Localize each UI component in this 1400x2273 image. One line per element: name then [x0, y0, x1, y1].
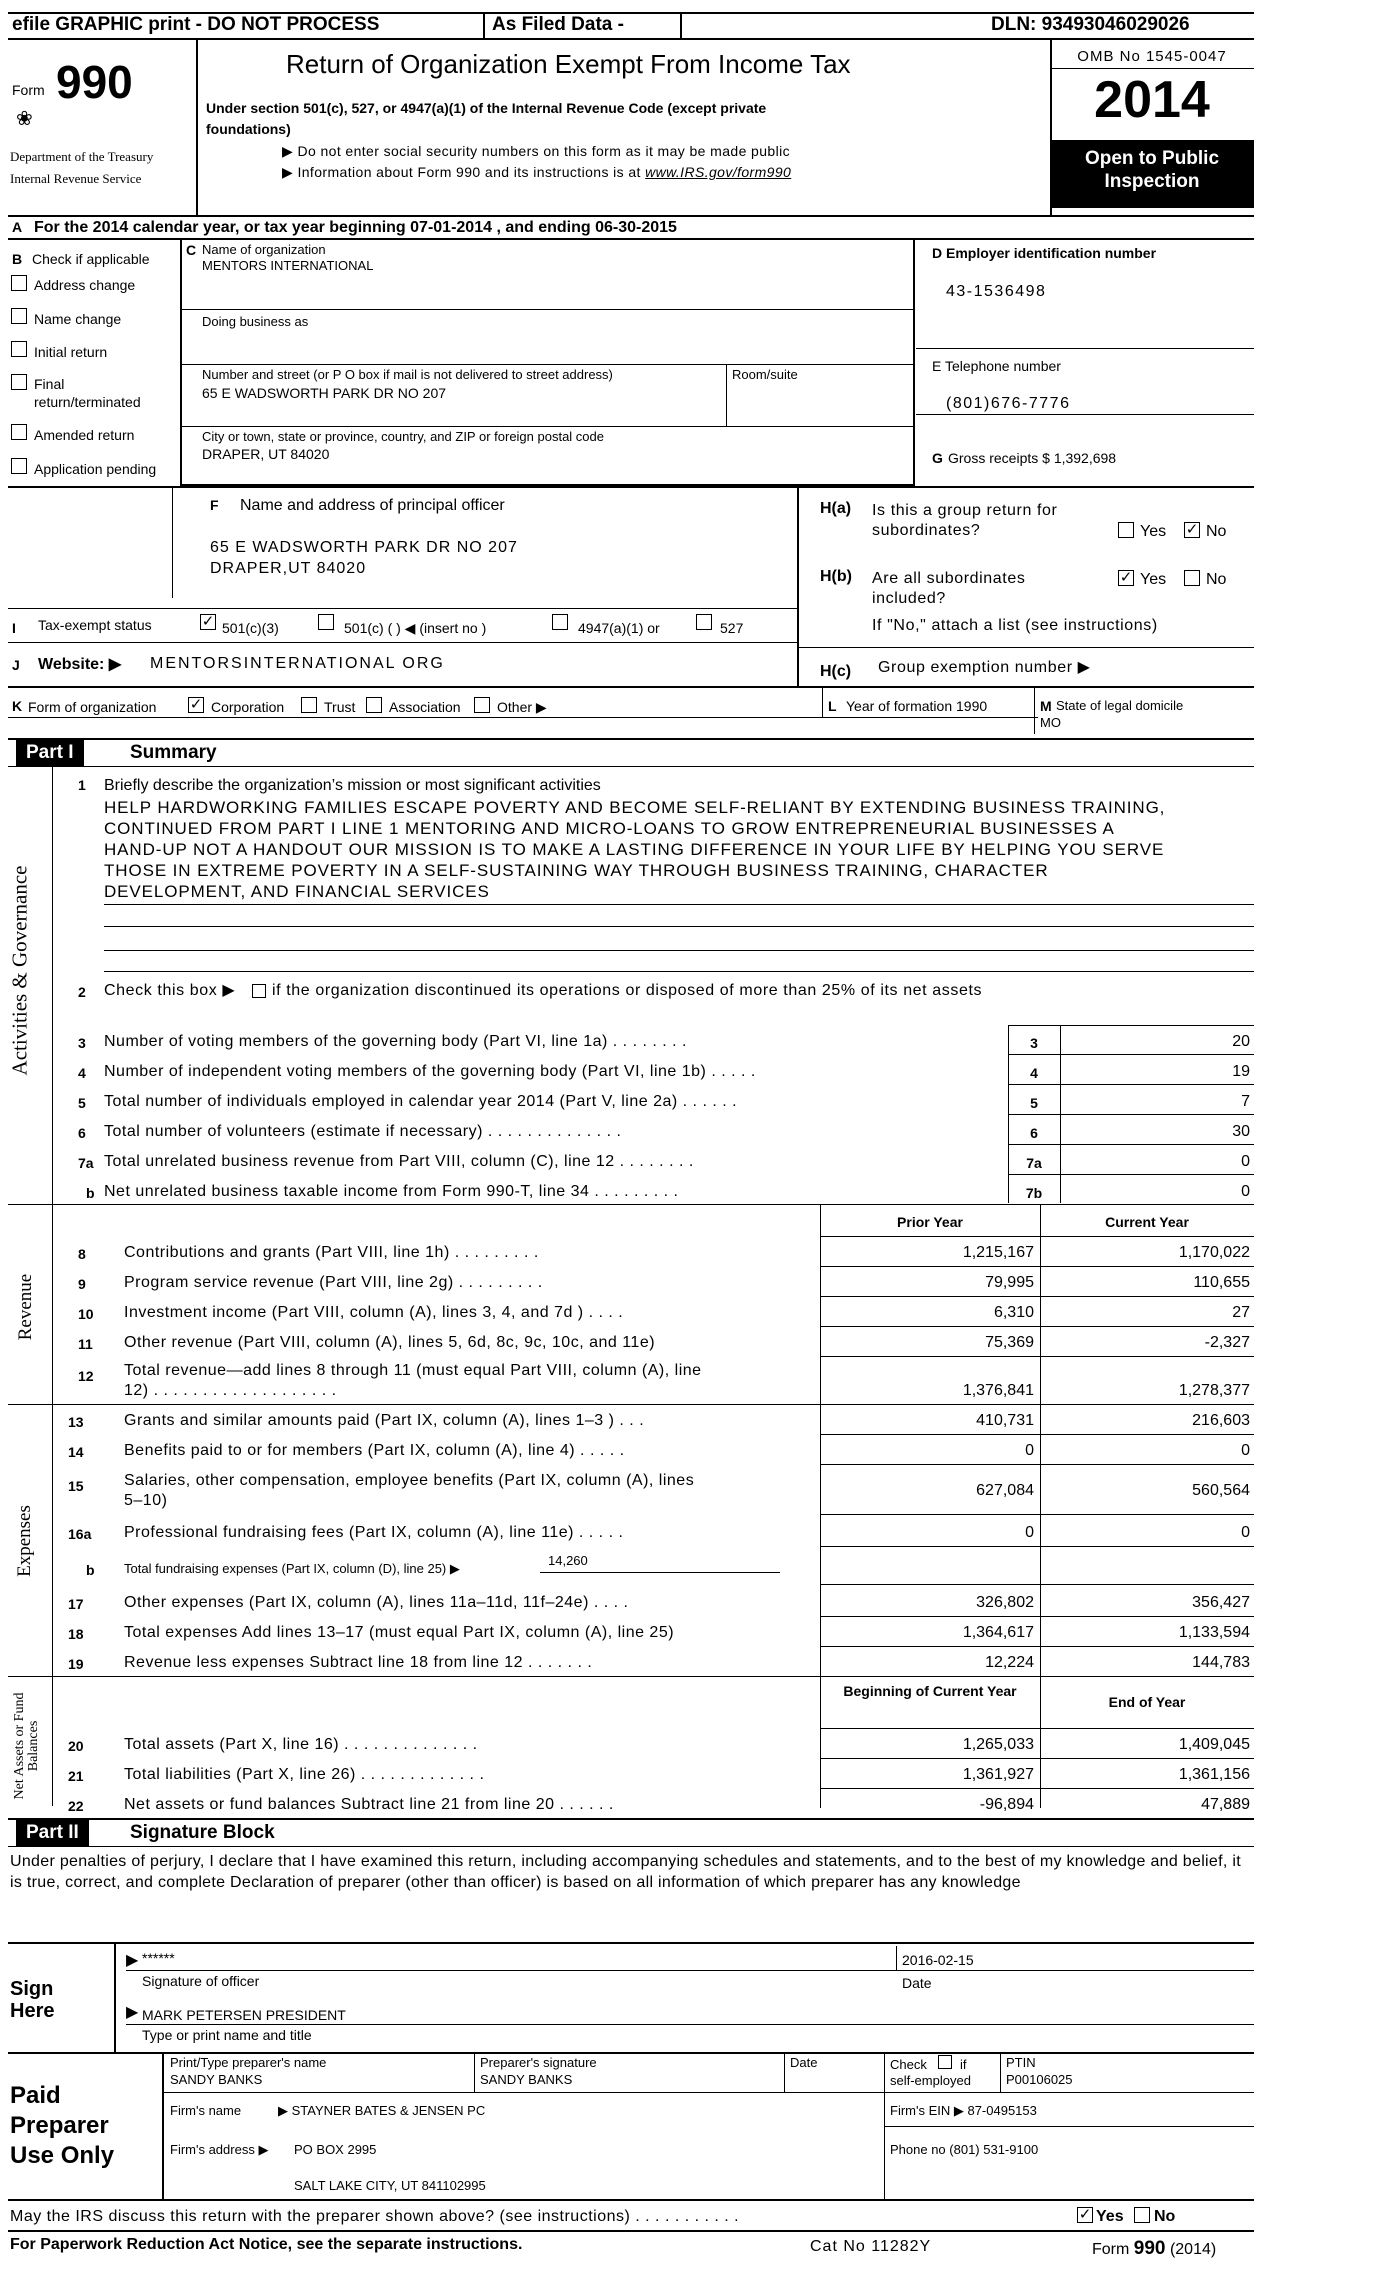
part2-title: Signature Block — [130, 1822, 275, 1843]
paperwork-notice: For Paperwork Reduction Act Notice, see the separate instructions. — [10, 2236, 523, 2253]
side-expenses: Expenses — [14, 1505, 35, 1577]
line22-current: 47,889 — [1201, 1796, 1250, 1813]
line13-prior: 410,731 — [976, 1412, 1034, 1429]
association-label: Association — [389, 699, 461, 715]
line9-num: 9 — [78, 1276, 86, 1292]
trust-checkbox[interactable] — [301, 697, 317, 713]
officer-name-title: MARK PETERSEN PRESIDENT — [142, 2007, 346, 2023]
side-activities: Activities & Governance — [7, 865, 32, 1076]
line13-num: 13 — [68, 1414, 84, 1430]
discuss-question: May the IRS discuss this return with the preparer shown above? (see instructions) . . . . . . . . . . . — [10, 2208, 740, 2225]
ha-question-1: Is this a group return for — [872, 502, 1058, 519]
signature-label: Signature of officer — [142, 1973, 260, 1989]
line10-prior: 6,310 — [993, 1304, 1034, 1321]
line7a-value: 0 — [1241, 1153, 1250, 1170]
line3-text: Number of voting members of the governing body (Part VI, line 1a) . . . . . . . . — [104, 1033, 687, 1050]
hb-question-2: included? — [872, 590, 946, 607]
trust-label: Trust — [324, 699, 356, 715]
line3-num: 3 — [78, 1035, 86, 1051]
open-public-1: Open to Public — [1084, 148, 1220, 169]
org-name-label: Name of organization — [202, 242, 326, 257]
line12-current: 1,278,377 — [1178, 1382, 1250, 1399]
line16a-prior: 0 — [1025, 1524, 1034, 1541]
amended-return-checkbox[interactable] — [11, 424, 27, 440]
phone-value: (801)676-7776 — [946, 395, 1071, 412]
initial-return-checkbox[interactable] — [11, 341, 27, 357]
line18-num: 18 — [68, 1626, 84, 1642]
discontinued-checkbox[interactable] — [252, 984, 266, 998]
city-label: City or town, state or province, country, and ZIP or foreign postal code — [202, 429, 604, 444]
filed-banner: As Filed Data - — [492, 14, 624, 35]
line3-value: 20 — [1232, 1033, 1250, 1050]
sec-d-label: D Employer identification number — [932, 245, 1157, 261]
firm-name-label: Firm's name — [170, 2103, 242, 2118]
hc-text: Group exemption number ▶ — [878, 659, 1091, 676]
line17-prior: 326,802 — [976, 1594, 1034, 1611]
dln: DLN: 93493046029026 — [991, 14, 1190, 35]
line7a-text: Total unrelated business revenue from Part VIII, column (C), line 12 . . . . . . . . — [104, 1153, 694, 1170]
line15-text-1: Salaries, other compensation, employee benefits (Part IX, column (A), lines — [124, 1472, 695, 1489]
line11-current: -2,327 — [1204, 1334, 1250, 1351]
line4-text: Number of independent voting members of the governing body (Part VI, line 1b) . . . . . — [104, 1063, 756, 1080]
line16b-value: 14,260 — [548, 1553, 588, 1568]
catalog-number: Cat No 11282Y — [810, 2238, 932, 2255]
line19-prior: 12,224 — [985, 1654, 1034, 1671]
ha-no-label: No — [1206, 523, 1227, 540]
line16b-text: Total fundraising expenses (Part IX, column (D), line 25) ▶ — [124, 1561, 460, 1576]
line12-num: 12 — [78, 1368, 94, 1384]
sec-l-label: L — [828, 698, 837, 714]
date-label: Date — [902, 1975, 932, 1991]
line5-num: 5 — [78, 1095, 86, 1111]
hc-label: H(c) — [820, 663, 852, 680]
preparer-label-2: Preparer — [10, 2112, 109, 2139]
side-revenue: Revenue — [15, 1273, 36, 1341]
line12-text-1: Total revenue—add lines 8 through 11 (must equal Part VIII, column (A), line — [124, 1362, 702, 1379]
preparer-name-label: Print/Type preparer's name — [170, 2055, 327, 2070]
line4-num: 4 — [78, 1065, 86, 1081]
line7a-box: 7a — [1026, 1155, 1042, 1171]
preparer-signature[interactable]: SANDY BANKS — [480, 2072, 573, 2087]
ptin-value: P00106025 — [1006, 2072, 1073, 2087]
mission-line-4: THOSE IN EXTREME POVERTY IN A SELF-SUSTAINING WAY THROUGH BUSINESS TRAINING, CHARACTER — [104, 861, 1049, 880]
association-checkbox[interactable] — [366, 697, 382, 713]
line7a-num: 7a — [78, 1155, 94, 1171]
line16b-num: b — [86, 1562, 95, 1578]
line7b-box: 7b — [1025, 1185, 1043, 1201]
line2-text-b: if the organization discontinued its operations or disposed of more than 25% of its net assets — [272, 982, 983, 999]
line9-text: Program service revenue (Part VIII, line 2g) . . . . . . . . . — [124, 1274, 543, 1291]
line14-prior: 0 — [1025, 1442, 1034, 1459]
line2-num: 2 — [78, 984, 86, 1000]
current-year-header: Current Year — [1105, 1214, 1189, 1230]
other-checkbox[interactable] — [474, 697, 490, 713]
part2-tag: Part II — [16, 1820, 89, 1846]
ha-no-checkbox[interactable]: ✓ — [1185, 521, 1199, 538]
domicile-state: MO — [1040, 715, 1061, 730]
application-pending-checkbox[interactable] — [11, 458, 27, 474]
sec-b-title: Check if applicable — [32, 251, 150, 267]
line6-box: 6 — [1030, 1125, 1038, 1141]
line9-prior: 79,995 — [985, 1274, 1034, 1291]
line18-prior: 1,364,617 — [962, 1624, 1034, 1641]
ha-yes-checkbox[interactable] — [1118, 522, 1134, 538]
discuss-yes-label: Yes — [1096, 2208, 1124, 2225]
firm-address-2: SALT LAKE CITY, UT 841102995 — [294, 2178, 486, 2193]
firm-address-label: Firm's address ▶ — [170, 2142, 269, 2157]
form-title: Return of Organization Exempt From Income Tax — [286, 49, 851, 79]
eoy-header: End of Year — [1108, 1694, 1186, 1710]
mission-line-3: HAND-UP NOT A HANDOUT OUR MISSION IS TO MAKE A LASTING DIFFERENCE IN YOUR LIFE BY HELPING YOU SERVE — [104, 840, 1165, 859]
officer-addr-2: DRAPER,UT 84020 — [210, 560, 367, 577]
dba-label: Doing business as — [202, 314, 309, 329]
527-checkbox[interactable] — [696, 614, 712, 630]
prior-year-header: Prior Year — [897, 1214, 963, 1230]
info-note: ▶ Information about Form 990 and its instructions is at www.IRS.gov/form990 — [282, 164, 792, 180]
row-a-label: A — [12, 219, 23, 235]
street-address: 65 E WADSWORTH PARK DR NO 207 — [202, 385, 447, 401]
sec-c-label: C — [186, 242, 197, 258]
officer-addr-1: 65 E WADSWORTH PARK DR NO 207 — [210, 539, 518, 556]
ptin-label: PTIN — [1006, 2055, 1036, 2070]
line11-prior: 75,369 — [985, 1334, 1034, 1351]
line4-box: 4 — [1030, 1065, 1038, 1081]
line19-current: 144,783 — [1192, 1654, 1250, 1671]
form-subtitle-1: Under section 501(c), 527, or 4947(a)(1) of the Internal Revenue Code (except private — [206, 100, 767, 116]
irs-name: Internal Revenue Service — [10, 171, 142, 186]
line21-num: 21 — [68, 1768, 84, 1784]
check-label: Check — [890, 2057, 927, 2072]
ha-label: H(a) — [820, 500, 852, 517]
line5-box: 5 — [1030, 1095, 1038, 1111]
side-net-assets: Net Assets or Fund Balances — [12, 1692, 41, 1800]
line22-text: Net assets or fund balances Subtract line 21 from line 20 . . . . . . — [124, 1796, 614, 1813]
footer-form: Form 990 (2014) — [1092, 2238, 1217, 2259]
form-word: Form — [12, 82, 45, 98]
title-arrow-icon: ▶ — [126, 2004, 139, 2021]
line19-text: Revenue less expenses Subtract line 18 from line 12 . . . . . . . — [124, 1654, 593, 1671]
irs-link[interactable]: www.IRS.gov/form990 — [645, 164, 792, 180]
name-change-label: Name change — [34, 311, 122, 327]
ha-yes-label: Yes — [1140, 523, 1167, 540]
line11-num: 11 — [78, 1336, 93, 1352]
domicile-label: State of legal domicile — [1056, 698, 1184, 713]
discuss-yes-checkbox[interactable]: ✓ — [1078, 2206, 1092, 2223]
line22-prior: -96,894 — [979, 1796, 1034, 1813]
firm-address-1: PO BOX 2995 — [294, 2142, 377, 2157]
line8-text: Contributions and grants (Part VIII, line 1h) . . . . . . . . . — [124, 1244, 539, 1261]
gross-label: G — [932, 450, 943, 466]
tax-year: 2014 — [1094, 71, 1210, 129]
sec-i-label: I — [12, 620, 16, 636]
501c-label: 501(c) ( ) ◀ (insert no ) — [344, 620, 487, 636]
efile-banner: efile GRAPHIC print - DO NOT PROCESS — [12, 14, 380, 35]
line22-num: 22 — [68, 1798, 84, 1814]
line10-current: 27 — [1232, 1304, 1250, 1321]
line14-num: 14 — [68, 1444, 84, 1460]
line3-box: 3 — [1030, 1035, 1038, 1051]
line7b-value: 0 — [1241, 1183, 1250, 1200]
line4-value: 19 — [1232, 1063, 1250, 1080]
line10-num: 10 — [78, 1306, 94, 1322]
line20-prior: 1,265,033 — [962, 1736, 1034, 1753]
line18-current: 1,133,594 — [1178, 1624, 1250, 1641]
signature-date: 2016-02-15 — [902, 1952, 974, 1968]
officer-label: Name and address of principal officer — [240, 497, 505, 514]
firm-ein: Firm's EIN ▶ 87-0495153 — [890, 2103, 1037, 2118]
line6-value: 30 — [1232, 1123, 1250, 1140]
final-return-label: return/terminated — [34, 394, 141, 410]
address-change-checkbox[interactable] — [11, 275, 27, 291]
line5-value: 7 — [1241, 1093, 1250, 1110]
name-change-checkbox[interactable] — [11, 308, 27, 324]
line17-current: 356,427 — [1192, 1594, 1250, 1611]
ha-question-2: subordinates? — [872, 522, 981, 539]
line18-text: Total expenses Add lines 13–17 (must equal Part IX, column (A), line 25) — [124, 1624, 675, 1641]
sign-label-2: Here — [10, 2000, 55, 2022]
other-label: Other ▶ — [497, 699, 547, 715]
year-formation: Year of formation 1990 — [846, 698, 988, 714]
org-name: MENTORS INTERNATIONAL — [202, 258, 374, 273]
website-value[interactable]: MENTORSINTERNATIONAL ORG — [150, 655, 445, 672]
corporation-checkbox[interactable]: ✓ — [189, 696, 203, 713]
discuss-no-label: No — [1154, 2208, 1176, 2225]
line9-current: 110,655 — [1193, 1274, 1250, 1291]
line15-prior: 627,084 — [976, 1482, 1034, 1499]
mission-line-1: HELP HARDWORKING FAMILIES ESCAPE POVERTY AND BECOME SELF-RELIANT BY EXTENDING BUSINESS TRAINING, — [104, 798, 1166, 817]
line1-num: 1 — [78, 777, 86, 793]
line13-text: Grants and similar amounts paid (Part IX, column (A), lines 1–3 ) . . . — [124, 1412, 645, 1429]
sec-k-label: K — [12, 698, 23, 714]
open-public-2: Inspection — [1104, 171, 1200, 192]
line21-prior: 1,361,927 — [962, 1766, 1034, 1783]
hb-yes-label: Yes — [1140, 571, 1167, 588]
line8-current: 1,170,022 — [1178, 1244, 1250, 1261]
line16a-num: 16a — [68, 1526, 92, 1542]
line5-text: Total number of individuals employed in calendar year 2014 (Part V, line 2a) . . . . . . — [104, 1093, 738, 1110]
initial-return-label: Initial return — [34, 344, 108, 360]
ein-value: 43-1536498 — [946, 283, 1047, 300]
line8-num: 8 — [78, 1246, 86, 1262]
irs-eagle-icon: ❀ — [16, 108, 33, 130]
sec-j-label: J — [12, 657, 20, 673]
line10-text: Investment income (Part VIII, column (A), lines 3, 4, and 7d ) . . . . — [124, 1304, 624, 1321]
preparer-sig-label: Preparer's signature — [480, 2055, 597, 2070]
phone-label: E Telephone number — [932, 358, 1061, 374]
line20-text: Total assets (Part X, line 16) . . . . . . . . . . . . . . — [124, 1736, 478, 1753]
check-if-label: if — [960, 2057, 967, 2072]
line19-num: 19 — [68, 1656, 84, 1672]
self-employed-label: self-employed — [890, 2073, 971, 2088]
corporation-label: Corporation — [211, 699, 285, 715]
line16a-text: Professional fundraising fees (Part IX, column (A), line 11e) . . . . . — [124, 1524, 624, 1541]
final-label: Final — [34, 376, 65, 392]
ssn-note: ▶ Do not enter social security numbers on this form as it may be made public — [282, 143, 791, 159]
line14-text: Benefits paid to or for members (Part IX, column (A), line 4) . . . . . — [124, 1442, 625, 1459]
tax-year-range: For the 2014 calendar year, or tax year beginning 07-01-2014 , and ending 06-30-2015 — [34, 219, 677, 236]
line12-text-2: 12) . . . . . . . . . . . . . . . . . . . — [124, 1382, 337, 1399]
application-pending-label: Application pending — [34, 461, 157, 477]
preparer-label-1: Paid — [10, 2082, 61, 2109]
preparer-name: SANDY BANKS — [170, 2072, 263, 2087]
line7b-text: Net unrelated business taxable income from Form 990-T, line 34 . . . . . . . . . — [104, 1183, 679, 1200]
line15-text-2: 5–10) — [124, 1492, 168, 1509]
hb-note: If "No," attach a list (see instructions) — [872, 617, 1158, 634]
line20-num: 20 — [68, 1738, 84, 1754]
line17-num: 17 — [68, 1596, 84, 1612]
boy-header: Beginning of Current Year — [843, 1683, 1017, 1699]
tax-exempt-label: Tax-exempt status — [38, 617, 152, 633]
hb-no-checkbox[interactable] — [1184, 570, 1200, 586]
4947-checkbox[interactable] — [552, 614, 568, 630]
line14-current: 0 — [1241, 1442, 1250, 1459]
preparer-date-label: Date — [790, 2055, 818, 2070]
line7b-num: b — [86, 1185, 95, 1201]
preparer-label-3: Use Only — [10, 2142, 115, 2169]
part1-tag: Part I — [16, 740, 84, 766]
501c-checkbox[interactable] — [318, 614, 334, 630]
sec-f-label: F — [210, 497, 219, 513]
line21-current: 1,361,156 — [1178, 1766, 1250, 1783]
mission-line-5: DEVELOPMENT, AND FINANCIAL SERVICES — [104, 882, 490, 901]
website-label: Website: ▶ — [38, 656, 122, 673]
gross-receipts: Gross receipts $ 1,392,698 — [948, 450, 1117, 466]
line1-text: Briefly describe the organization’s mission or most significant activities — [104, 777, 601, 794]
dept-treasury: Department of the Treasury — [10, 149, 154, 164]
firm-phone: Phone no (801) 531-9100 — [890, 2142, 1039, 2157]
line16a-current: 0 — [1241, 1524, 1250, 1541]
sec-m-label: M — [1040, 698, 1052, 714]
hb-question-1: Are all subordinates — [872, 570, 1026, 587]
501c3-checkbox[interactable]: ✓ — [201, 613, 215, 630]
form-org-label: Form of organization — [28, 699, 157, 715]
discuss-no-checkbox[interactable] — [1134, 2207, 1150, 2223]
part1-title: Summary — [130, 742, 217, 763]
officer-name-label: Type or print name and title — [142, 2027, 312, 2043]
line2-text-a: Check this box ▶ — [104, 982, 236, 999]
hb-no-label: No — [1206, 571, 1227, 588]
sign-label-1: Sign — [10, 1978, 54, 2000]
hb-yes-checkbox[interactable]: ✓ — [1119, 569, 1133, 586]
city-state-zip: DRAPER, UT 84020 — [202, 446, 330, 462]
line15-num: 15 — [68, 1478, 84, 1494]
form-subtitle-2: foundations) — [206, 121, 291, 137]
line21-text: Total liabilities (Part X, line 26) . . . . . . . . . . . . . — [124, 1766, 485, 1783]
sec-b-label: B — [12, 251, 23, 267]
line17-text: Other expenses (Part IX, column (A), lines 11a–11d, 11f–24e) . . . . — [124, 1594, 629, 1611]
line20-current: 1,409,045 — [1178, 1736, 1250, 1753]
4947-label: 4947(a)(1) or — [578, 620, 660, 636]
address-change-label: Address change — [34, 277, 136, 293]
line12-prior: 1,376,841 — [962, 1382, 1034, 1399]
501c3-label: 501(c)(3) — [222, 620, 279, 636]
officer-signature[interactable]: ****** — [142, 1950, 175, 1966]
527-label: 527 — [720, 620, 744, 636]
firm-name: ▶ STAYNER BATES & JENSEN PC — [278, 2103, 486, 2118]
self-employed-checkbox[interactable] — [938, 2055, 952, 2069]
street-label: Number and street (or P O box if mail is not delivered to street address) — [202, 367, 613, 382]
mission-line-2: CONTINUED FROM PART I LINE 1 MENTORING AND MICRO-LOANS TO GROW ENTREPRENEURIAL BUSINESSES A — [104, 819, 1115, 838]
omb-number: OMB No 1545-0047 — [1077, 48, 1227, 65]
line6-text: Total number of volunteers (estimate if necessary) . . . . . . . . . . . . . . — [104, 1123, 622, 1140]
hb-label: H(b) — [820, 568, 852, 585]
sign-arrow-icon: ▶ — [126, 1952, 139, 1969]
line8-prior: 1,215,167 — [962, 1244, 1034, 1261]
perjury-declaration: Under penalties of perjury, I declare that I have examined this return, including accompanying schedules and statements, and to the best of my knowledge and belief, it is true, correct, and complete Declaration of preparer (other than officer) is based on all information of which preparer has any knowledge — [10, 1853, 1241, 1891]
line13-current: 216,603 — [1192, 1412, 1250, 1429]
line11-text: Other revenue (Part VIII, column (A), lines 5, 6d, 8c, 9c, 10c, and 11e) — [124, 1334, 656, 1351]
room-label: Room/suite — [732, 367, 798, 382]
amended-return-label: Amended return — [34, 427, 135, 443]
line15-current: 560,564 — [1192, 1482, 1250, 1499]
form-number: 990 — [56, 56, 133, 108]
final-return-checkbox[interactable] — [11, 374, 27, 390]
line6-num: 6 — [78, 1125, 86, 1141]
